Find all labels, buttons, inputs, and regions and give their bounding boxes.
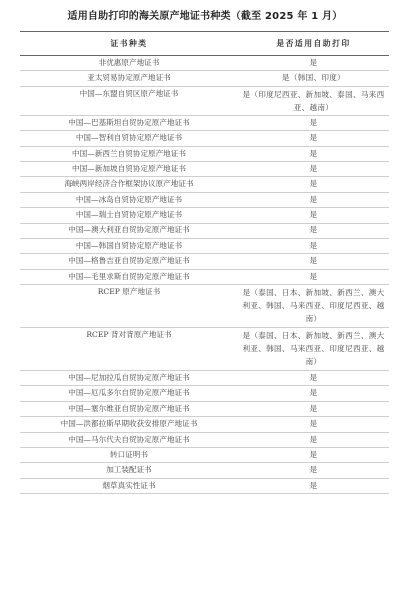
- table-row: [20, 71, 389, 86]
- table-row: [20, 463, 389, 478]
- self-print-cell: 是: [238, 115, 389, 130]
- self-print-cell: 是: [238, 131, 389, 146]
- certificate-type-cell: RCEP 背对背原产地证书: [20, 328, 238, 371]
- table-row: [20, 401, 389, 416]
- certificate-type-cell: 转口证明书: [20, 448, 238, 463]
- certificate-type-cell: 中国—新加坡自贸协定原产地证书: [20, 161, 238, 176]
- table-row: [20, 192, 389, 207]
- certificate-type-cell: 烟草真实性证书: [20, 478, 238, 493]
- self-print-cell: 是（印度尼西亚、新加坡、泰国、马来西亚、越南）: [238, 86, 389, 115]
- table-row: [20, 208, 389, 223]
- table-row: [20, 432, 389, 447]
- certificate-type-cell: 中国—巴基斯坦自贸协定原产地证书: [20, 115, 238, 130]
- certificate-type-cell: 非优惠原产地证书: [20, 56, 238, 71]
- table-row: [20, 285, 389, 328]
- self-print-cell: 是（韩国、印度）: [238, 71, 389, 86]
- self-print-cell: 是: [238, 401, 389, 416]
- certificate-table: [20, 31, 389, 494]
- certificate-type-cell: 中国—韩国自贸协定原产地证书: [20, 238, 238, 253]
- table-header-row: [20, 32, 389, 56]
- self-print-cell: 是: [238, 417, 389, 432]
- certificate-type-cell: 中国—格鲁吉亚自贸协定原产地证书: [20, 254, 238, 269]
- self-print-cell: 是: [238, 254, 389, 269]
- table-row: [20, 417, 389, 432]
- certificate-type-cell: 中国—马尔代夫自贸协定原产地证书: [20, 432, 238, 447]
- self-print-cell: 是: [238, 56, 389, 71]
- certificate-type-cell: 中国—洪都拉斯早期收获安排原产地证书: [20, 417, 238, 432]
- certificate-type-cell: 中国—毛里求斯自贸协定原产地证书: [20, 269, 238, 284]
- table-row: [20, 56, 389, 71]
- document-title: 适用自助打印的海关原产地证书种类（截至 2025 年 1 月）: [67, 11, 343, 22]
- self-print-cell: 是（泰国、日本、新加坡、新西兰、澳大利亚、韩国、马来西亚、印度尼西亚、越南）: [238, 328, 389, 371]
- certificate-type-cell: 亚太贸易协定原产地证书: [20, 71, 238, 86]
- self-print-cell: 是: [238, 223, 389, 238]
- certificate-type-cell: 中国—澳大利亚自贸协定原产地证书: [20, 223, 238, 238]
- table-row: [20, 115, 389, 130]
- table-row: [20, 161, 389, 176]
- self-print-cell: 是: [238, 146, 389, 161]
- table-row: [20, 238, 389, 253]
- table-row: [20, 146, 389, 161]
- self-print-cell: 是: [238, 371, 389, 386]
- table-row: [20, 386, 389, 401]
- certificate-type-cell: RCEP 原产地证书: [20, 285, 238, 328]
- certificate-type-cell: 中国—智利自贸协定原产地证书: [20, 131, 238, 146]
- certificate-type-cell: 中国—尼加拉瓜自贸协定原产地证书: [20, 371, 238, 386]
- table-row: [20, 448, 389, 463]
- table-body: [20, 56, 389, 494]
- self-print-cell: 是: [238, 386, 389, 401]
- header-certificate-type: 证书种类: [20, 32, 238, 56]
- table-row: [20, 86, 389, 115]
- certificate-type-cell: 中国—瑞士自贸协定原产地证书: [20, 208, 238, 223]
- certificate-type-cell: 中国—新西兰自贸协定原产地证书: [20, 146, 238, 161]
- table-row: [20, 177, 389, 192]
- self-print-cell: 是: [238, 463, 389, 478]
- table-row: [20, 328, 389, 371]
- table-row: [20, 254, 389, 269]
- self-print-cell: 是: [238, 161, 389, 176]
- table-row: [20, 371, 389, 386]
- certificate-type-cell: 中国—东盟自贸区原产地证书: [20, 86, 238, 115]
- certificate-type-cell: 中国—冰岛自贸协定原产地证书: [20, 192, 238, 207]
- self-print-cell: 是: [238, 269, 389, 284]
- self-print-cell: 是（泰国、日本、新加坡、新西兰、澳大利亚、韩国、马来西亚、印度尼西亚、越南）: [238, 285, 389, 328]
- certificate-type-cell: 海峡两岸经济合作框架协议原产地证书: [20, 177, 238, 192]
- table-row: [20, 478, 389, 493]
- header-self-print-eligible: 是否适用自助打印: [238, 32, 389, 56]
- table-row: [20, 269, 389, 284]
- self-print-cell: 是: [238, 432, 389, 447]
- certificate-type-cell: 加工装配证书: [20, 463, 238, 478]
- table-row: [20, 223, 389, 238]
- self-print-cell: 是: [238, 238, 389, 253]
- self-print-cell: 是: [238, 478, 389, 493]
- certificate-type-cell: 中国—厄瓜多尔自贸协定原产地证书: [20, 386, 238, 401]
- self-print-cell: 是: [238, 192, 389, 207]
- self-print-cell: 是: [238, 177, 389, 192]
- table-row: [20, 131, 389, 146]
- self-print-cell: 是: [238, 448, 389, 463]
- certificate-type-cell: 中国—塞尔维亚自贸协定原产地证书: [20, 401, 238, 416]
- self-print-cell: 是: [238, 208, 389, 223]
